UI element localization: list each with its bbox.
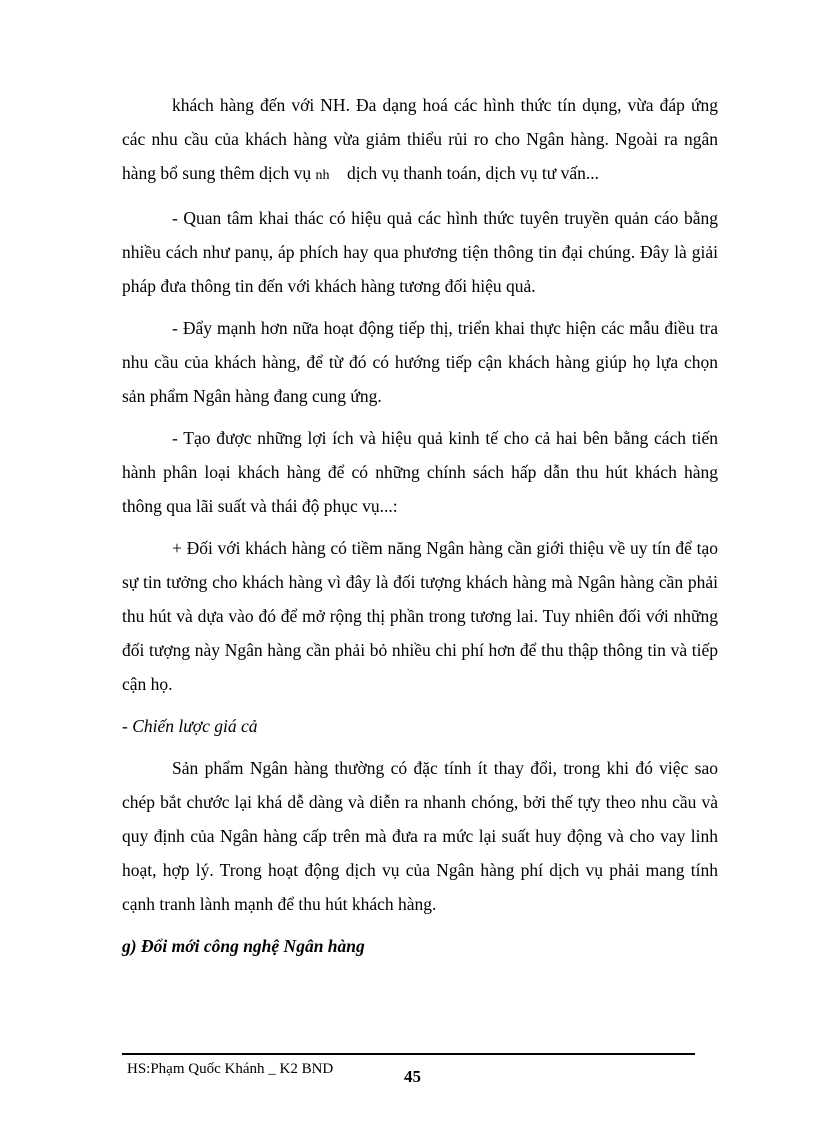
paragraph-6: Sản phẩm Ngân hàng thường có đặc tính ít thay đổi, trong khi đó việc sao chép bắt chước lại khá dễ dàng và diễn ra nhanh chóng, bởi thế tựy theo nhu cầu và quy định của Ngân hàng cấp trên mà đưa ra mức lại suất huy động và cho vay linh hoạt, hợp lý. Trong hoạt động dịch vụ của Ngân hàng phí dịch vụ phải mang tính cạnh tranh lành mạnh để thu hút khách hàng. (122, 758, 718, 914)
paragraph-2: - Quan tâm khai thác có hiệu quả các hình thức tuyên truyền quản cáo bằng nhiều cách như panụ, áp phích hay qua phương tiện thông tin đại chúng. Đây là giải pháp đưa thông tin đến với khách hàng tương đối hiệu quả. (122, 208, 718, 296)
body-text (122, 88, 718, 963)
sub-heading-pricing: - Chiến lược giá cả (122, 716, 258, 736)
page-number: 45 (404, 1067, 421, 1086)
paragraph-3: - Đẩy mạnh hơn nữa hoạt động tiếp thị, triển khai thực hiện các mẫu điều tra nhu cầu của khách hàng, để từ đó có hướng tiếp cận khách hàng giúp họ lựa chọn sản phẩm Ngân hàng đang cung ứng. (122, 318, 718, 406)
paragraph-1-tail: dịch vụ thanh toán, dịch vụ tư vấn... (346, 163, 599, 183)
paragraph-4: - Tạo được những lợi ích và hiệu quả kinh tế cho cả hai bên bằng cách tiến hành phân loại khách hàng để có những chính sách hấp dẫn thu hút khách hàng thông qua lãi suất và thái độ phục vụ...: (122, 428, 718, 516)
section-heading: g) Đổi mới công nghệ Ngân hàng (122, 936, 365, 956)
paragraph-5: + Đối với khách hàng có tiềm năng Ngân hàng cần giới thiệu về uy tín để tạo sự tin tưởng cho khách hàng vì đây là đối tượng khách hàng mà Ngân hàng cần phải thu hút và dựa vào đó để mở rộng thị phần trong tương lai. Tuy nhiên đối với những đối tượng này Ngân hàng cần phải bỏ nhiều chi phí hơn để thu thập thông tin và tiếp cận họ. (122, 538, 718, 694)
footer-divider (122, 1053, 695, 1055)
paragraph-1-text: khách hàng đến với NH. Đa dạng hoá các hình thức tín dụng, vừa đáp ứng các nhu cầu của khách hàng vừa giảm thiểu rủi ro cho Ngân hàng. Ngoài ra ngân hàng bổ sung thêm dịch vụ (122, 95, 718, 183)
paragraph-1-small-text: nh (315, 168, 330, 183)
paragraph-1 (122, 88, 718, 193)
footer-author: HS:Phạm Quốc Khánh _ K2 BND (127, 1061, 334, 1077)
